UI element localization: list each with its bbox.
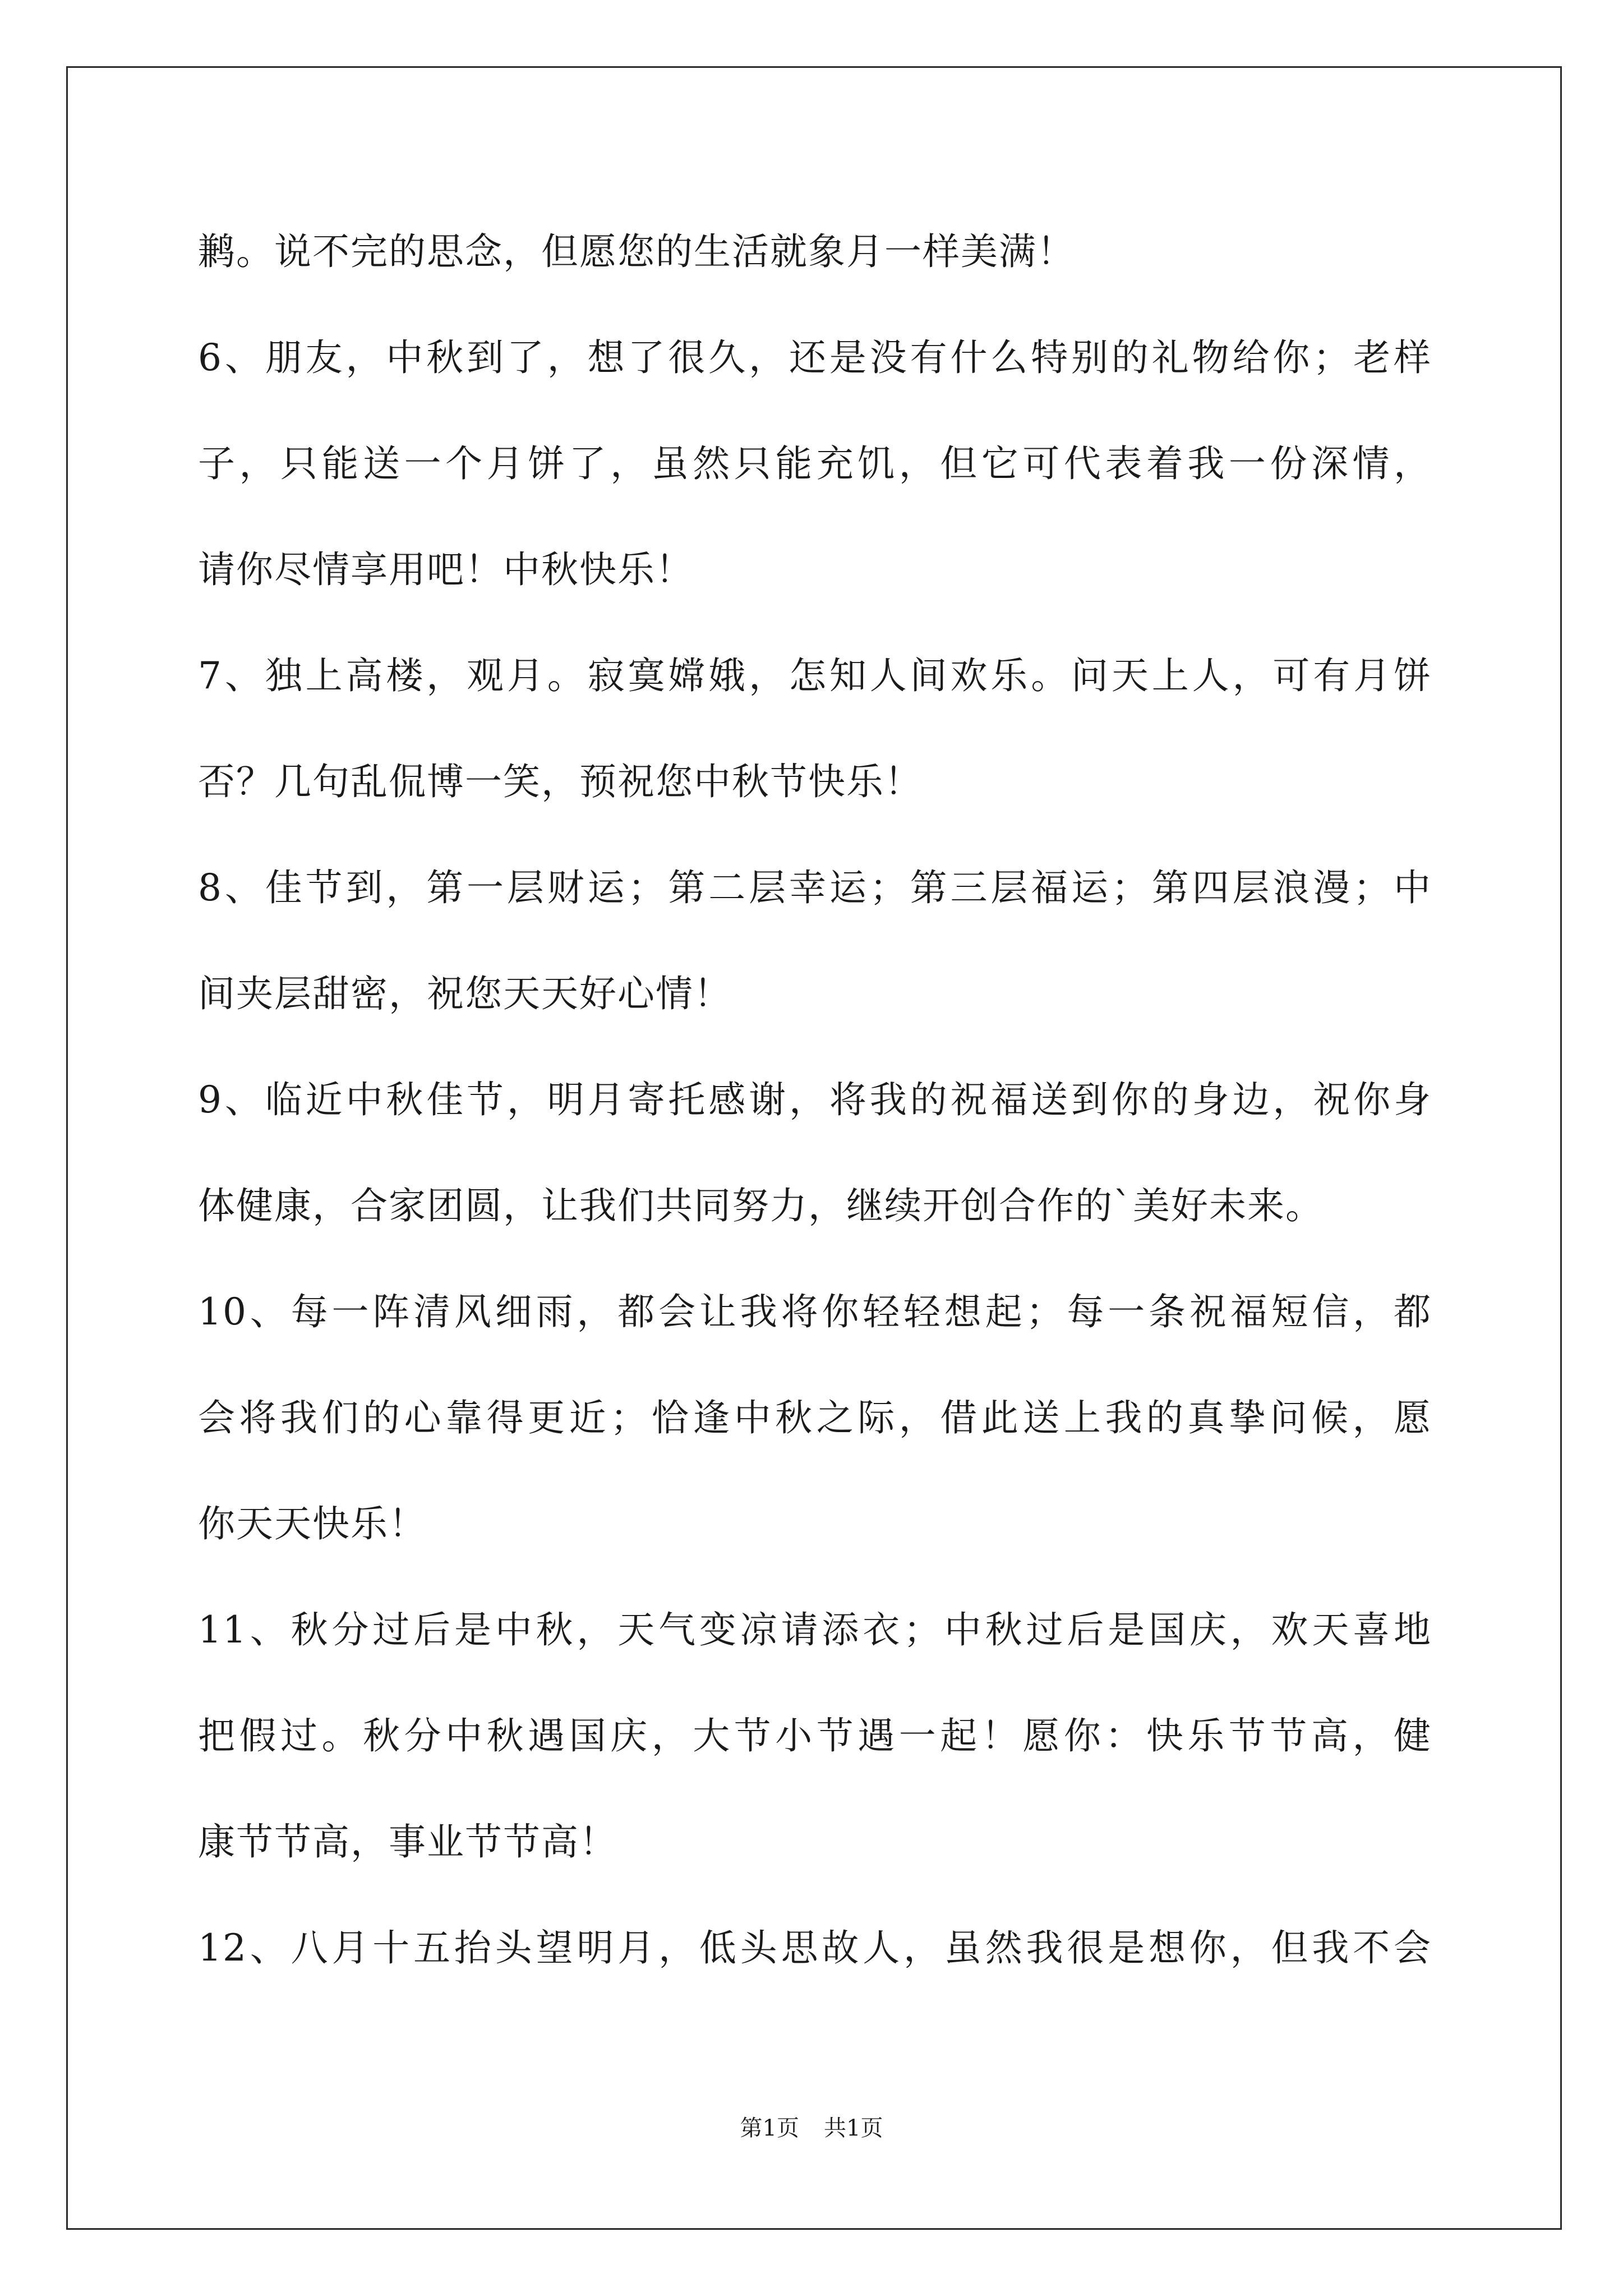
page-border bbox=[66, 66, 1562, 2230]
text-line: 你天天快乐！ bbox=[198, 1502, 427, 1545]
text-line: 8、佳节到，第一层财运；第二层幸运；第三层福运；第四层浪漫；中 bbox=[198, 866, 1432, 909]
page-footer bbox=[0, 2114, 1623, 2143]
text-line: 12、八月十五抬头望明月，低头思故人，虽然我很是想你，但我不会 bbox=[198, 1926, 1432, 1970]
page-total: 共1页 bbox=[824, 2115, 883, 2141]
text-line: 11、秋分过后是中秋，天气变凉请添衣；中秋过后是国庆，欢天喜地 bbox=[198, 1608, 1432, 1651]
text-line: 体健康，合家团圆，让我们共同努力，继续开创合作的`美好未来。 bbox=[198, 1184, 1324, 1227]
text-line: 10、每一阵清风细雨，都会让我将你轻轻想起；每一条祝福短信，都 bbox=[198, 1290, 1432, 1333]
text-line: 7、独上高楼，观月。寂寞嫦娥，怎知人间欢乐。问天上人，可有月饼 bbox=[198, 654, 1432, 697]
text-line: 把假过。秋分中秋遇国庆，大节小节遇一起！愿你：快乐节节高，健 bbox=[198, 1714, 1432, 1757]
text-line: 子，只能送一个月饼了，虽然只能充饥，但它可代表着我一份深情， bbox=[198, 442, 1432, 485]
text-line: 鹣。说不完的思念，但愿您的生活就象月一样美满！ bbox=[198, 230, 1075, 273]
text-line: 康节节高，事业节节高！ bbox=[198, 1820, 617, 1864]
page-number: 第1页 bbox=[740, 2115, 799, 2141]
text-line: 请你尽情享用吧！中秋快乐！ bbox=[198, 548, 694, 591]
text-line: 6、朋友，中秋到了，想了很久，还是没有什么特别的礼物给你；老样 bbox=[198, 336, 1432, 379]
text-line: 间夹层甜密，祝您天天好心情！ bbox=[198, 972, 732, 1015]
text-line: 否？几句乱侃博一笑，预祝您中秋节快乐！ bbox=[198, 760, 923, 803]
text-line: 会将我们的心靠得更近；恰逢中秋之际，借此送上我的真挚问候，愿 bbox=[198, 1396, 1432, 1439]
text-line: 9、临近中秋佳节，明月寄托感谢，将我的祝福送到你的身边，祝你身 bbox=[198, 1078, 1432, 1121]
